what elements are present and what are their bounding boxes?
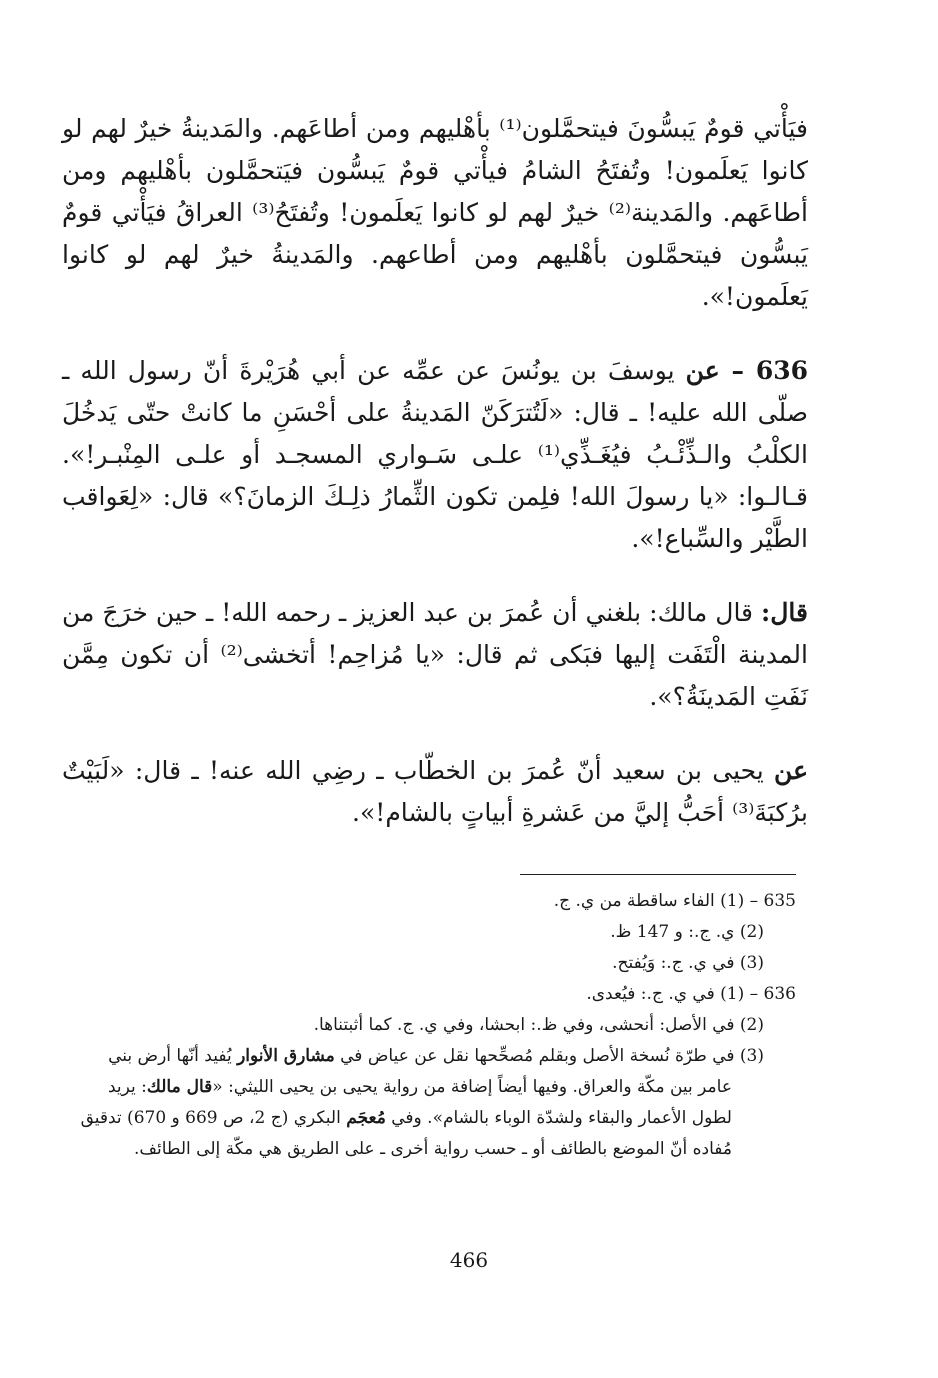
page-number: 466 bbox=[449, 1248, 489, 1272]
footnote-636-3-part-e: : يريد لطول الأعمار والبقاء ولشدّة الوباء بالشام». وفي bbox=[107, 1077, 732, 1128]
footnote-636-3-title: مشارق الأنوار bbox=[237, 1046, 335, 1066]
footnote-636-3 bbox=[72, 1041, 796, 1165]
paragraph-3-lead: قال: bbox=[761, 598, 808, 627]
footnote-636-2: (2) في الأصل: أنحشى، وفي ظ.: ابحشا، وفي ي. ج. كما أثبتناها. bbox=[313, 1015, 764, 1035]
paragraph-1-text: فيَأْتي قومٌ يَبسُّونَ فيتحمَّلون⁽¹⁾ بأهْليهم ومن أطاعَهم. والمَدينةُ خيرٌ لهم لو كانوا يَعلَمون! وتُفتَحُ الشامُ فيأْتي قومٌ يَبسُّون فيَتحمَّلون بأهْليهم ومن أطاعَهم. والمَدينة⁽²⁾ خيرٌ لهم لو كانوا يَعلَمون! وتُفتَحُ⁽³⁾ العراقُ فيَأْتي قومٌ يَبسُّون فيتحمَّلون بأهْليهم ومن أطاعهم. والمَدينةُ خيرٌ لهم لو كانوا يَعلَمون!». bbox=[62, 114, 808, 311]
paragraph-2-text: يوسفَ بن يونُسَ عن عمِّه عن أبي هُرَيْرةَ أنّ رسول الله ـ صلّى الله عليه! ـ قال: «لَتُترَكَنّ المَدينةُ على أحْسَنِ ما كانتْ حتّى يَدخُلَ الكلْبُ والـذِّئْـبُ فيُغَـذِّي⁽¹⁾ علـى سَـواري المسجـد أو علـى المِنْبـر!». قـالـوا: «يا رسولَ الله! فلِمن تكون الثِّمارُ ذلِـكَ الزمانَ؟» قال: «لِعَواقب الطَّيْر والسِّباع!». bbox=[62, 356, 808, 553]
paragraph-1 bbox=[62, 108, 808, 318]
footnote-635-3: (3) في ي. ج.: وَيُفتح. bbox=[612, 953, 764, 973]
main-text bbox=[62, 108, 808, 866]
footnote-635-2: (2) ي. ج.: و 147 ظ. bbox=[610, 922, 764, 942]
paragraph-3-text: قال مالك: بلغني أن عُمرَ بن عبد العزيز ـ رحمه الله! ـ حين خرَجَ من المدينة الْتَفَت إليها فبَكى ثم قال: «يا مُزاحِم! أتخشى⁽²⁾ أن تكون مِمَّن نَفَتِ المَدينَةُ؟». bbox=[62, 598, 808, 711]
hadith-number-636: 636 – عن bbox=[685, 356, 808, 385]
footnote-635-1: 635 – (1) الفاء ساقطة من ي. ج. bbox=[553, 891, 796, 911]
paragraph-4 bbox=[62, 750, 808, 834]
footnotes bbox=[72, 886, 796, 1165]
footnote-636-3-text bbox=[72, 1041, 764, 1165]
footnote-divider bbox=[520, 874, 796, 875]
paragraph-3 bbox=[62, 592, 808, 718]
paragraph-4-text: يحيى بن سعيد أنّ عُمرَ بن الخطّاب ـ رضِي الله عنه! ـ قال: «لَبَيْتٌ برُكبَةَ⁽³⁾ أحَبُّ إليَّ من عَشرةِ أبياتٍ بالشام!». bbox=[62, 756, 808, 827]
footnote-636-3-part-c: يُفيد أنّها أرض بني عامر بين مكّة والعراق. وفيها أيضاً إضافة من رواية يحيى بن يحيى الليثي: « bbox=[108, 1046, 732, 1097]
footnote-636-3-part-g: البكري (ج 2، ص 669 و 670) تدقيق مُفاده أنّ الموضع بالطائف أو ـ حسب رواية أخرى ـ على الطريق هي مكّة إلى الطائف. bbox=[80, 1108, 732, 1159]
footnote-636-3-part-a: (3) في طرّة نُسخة الأصل وبقلم مُصحِّحها نقل عن عياض في bbox=[340, 1046, 764, 1066]
footnote-636-3-quote-lead: قال مالك bbox=[146, 1077, 213, 1097]
footnote-636-3-book: مُعجَم bbox=[346, 1108, 386, 1128]
paragraph-4-lead: عن bbox=[774, 756, 808, 785]
paragraph-2 bbox=[62, 350, 808, 560]
footnote-636-1: 636 – (1) في ي. ج.: فيُعدى. bbox=[586, 984, 796, 1004]
